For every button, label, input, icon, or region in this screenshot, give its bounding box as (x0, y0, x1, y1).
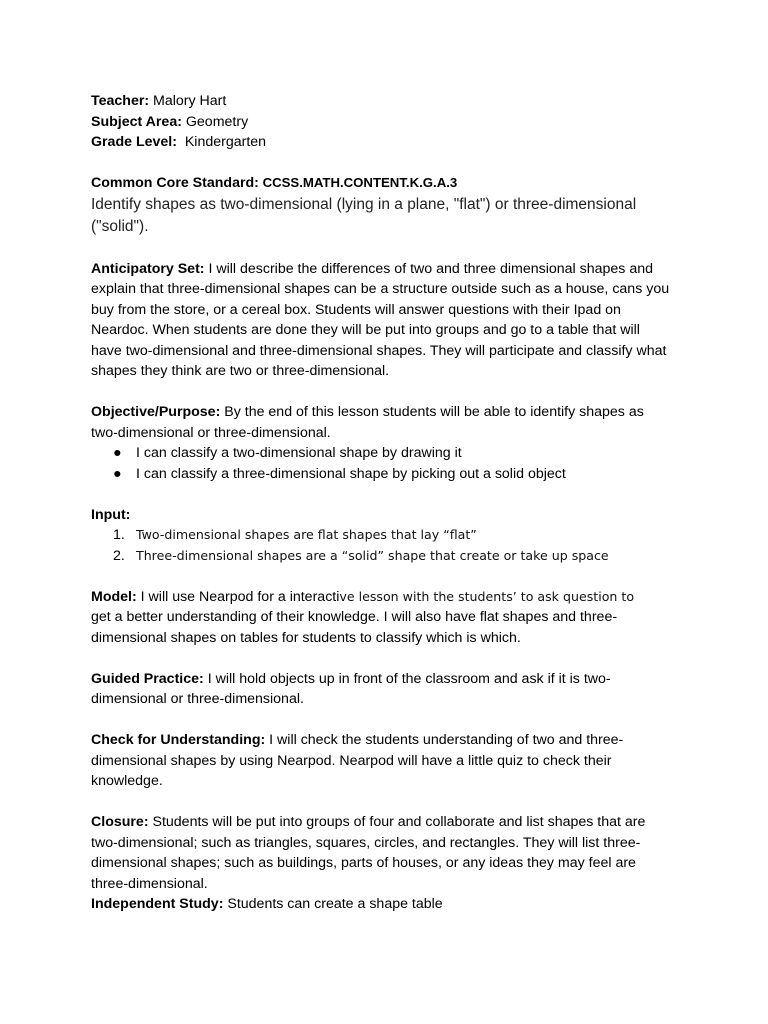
objective-purpose (91, 402, 671, 443)
grade-label: Grade Level: (91, 134, 177, 150)
standard-label: Common Core Standard: (91, 175, 259, 191)
grade-line (91, 132, 671, 153)
standard-text: Identify shapes as two-dimensional (lying in a plane, "flat") or three-dimensional ("solid"). (91, 195, 637, 235)
standard-line (91, 173, 671, 194)
anticipatory-label: Anticipatory Set: (91, 260, 205, 277)
independent-study (91, 894, 671, 915)
check-text: I will check the students understanding of two and three-dimensional shapes by using Nearpod. Nearpod will have a little quiz to check their knowledge. (91, 732, 624, 789)
independent-label: Independent Study: (91, 896, 224, 912)
model-label: Model: (91, 588, 137, 605)
subject-line (91, 112, 671, 133)
guided-text: I will hold objects up in front of the classroom and ask if it is two-dimensional or three-dimensional. (91, 670, 611, 707)
bullet-text: I can classify a three-dimensional shape by picking out a solid object (136, 465, 566, 482)
closure-label: Closure: (91, 814, 149, 830)
bullet-icon: ● (113, 465, 122, 482)
closure-text: Students will be put into groups of four and collaborate and list shapes that are two-dimensional; such as triangles, squares, circles, and rectangles. They will list three-dimensional shapes; such as buildings, parts of houses, or any ideas they may feel are three-dimensional. (91, 814, 646, 892)
check-label: Check for Understanding: (91, 732, 266, 748)
list-item (91, 464, 671, 485)
item-text: Three-dimensional shapes are a “solid” shape that create or take up space (136, 547, 609, 563)
objective-bullets (91, 443, 671, 484)
anticipatory-text: I will describe the differences of two and three dimensional shapes and explain that three-dimensional shapes can be a structure outside such as a house, cans you buy from the store, or a cereal box. Students will answer questions with their Ipad on Neardoc. When students are done they will be put into groups and go to a table that will have two-dimensional and three-dimensional shapes. They will participate and classify what shapes they think are two or three-dimensional. (91, 260, 670, 379)
anticipatory-set (91, 259, 671, 382)
model-text-a: I will use Nearpod for a interacti (136, 588, 340, 605)
list-item (91, 525, 671, 546)
objective-label: Objective/Purpose: (91, 404, 221, 420)
lesson-plan-document (91, 91, 671, 915)
closure-section (91, 812, 671, 894)
subject-label: Subject Area: (91, 113, 182, 130)
item-text: Two-dimensional shapes are flat shapes that lay “flat” (136, 527, 477, 542)
subject-value: Geometry (181, 113, 249, 130)
input-label: Input: (91, 506, 131, 523)
standard-code: CCSS.MATH.CONTENT.K.G.A.3 (258, 175, 458, 190)
model-text-b: ve lesson with the students’ to ask question to (339, 588, 635, 604)
item-number: 1. (113, 527, 125, 543)
check-for-understanding (91, 730, 671, 792)
teacher-label: Teacher: (91, 93, 150, 109)
guided-practice (91, 669, 671, 710)
bullet-icon: ● (113, 445, 122, 461)
bullet-text: I can classify a two-dimensional shape by drawing it (136, 445, 462, 461)
teacher-line (91, 91, 671, 112)
guided-label: Guided Practice: (91, 670, 204, 687)
item-number: 2. (113, 547, 125, 564)
teacher-value: Malory Hart (149, 93, 227, 109)
objective-text: By the end of this lesson students will be able to identify shapes as two-dimensional or three-dimensional. (91, 404, 644, 441)
grade-value: Kindergarten (176, 134, 267, 150)
model-section (91, 587, 671, 649)
list-item (91, 443, 671, 464)
input-list (91, 525, 671, 566)
list-item (91, 546, 671, 567)
independent-text: Students can create a shape table (223, 896, 443, 912)
model-text-c: get a better understanding of their knowledge. I will also have flat shapes and three-dimensional shapes on tables for students to classify which is which. (91, 609, 618, 646)
